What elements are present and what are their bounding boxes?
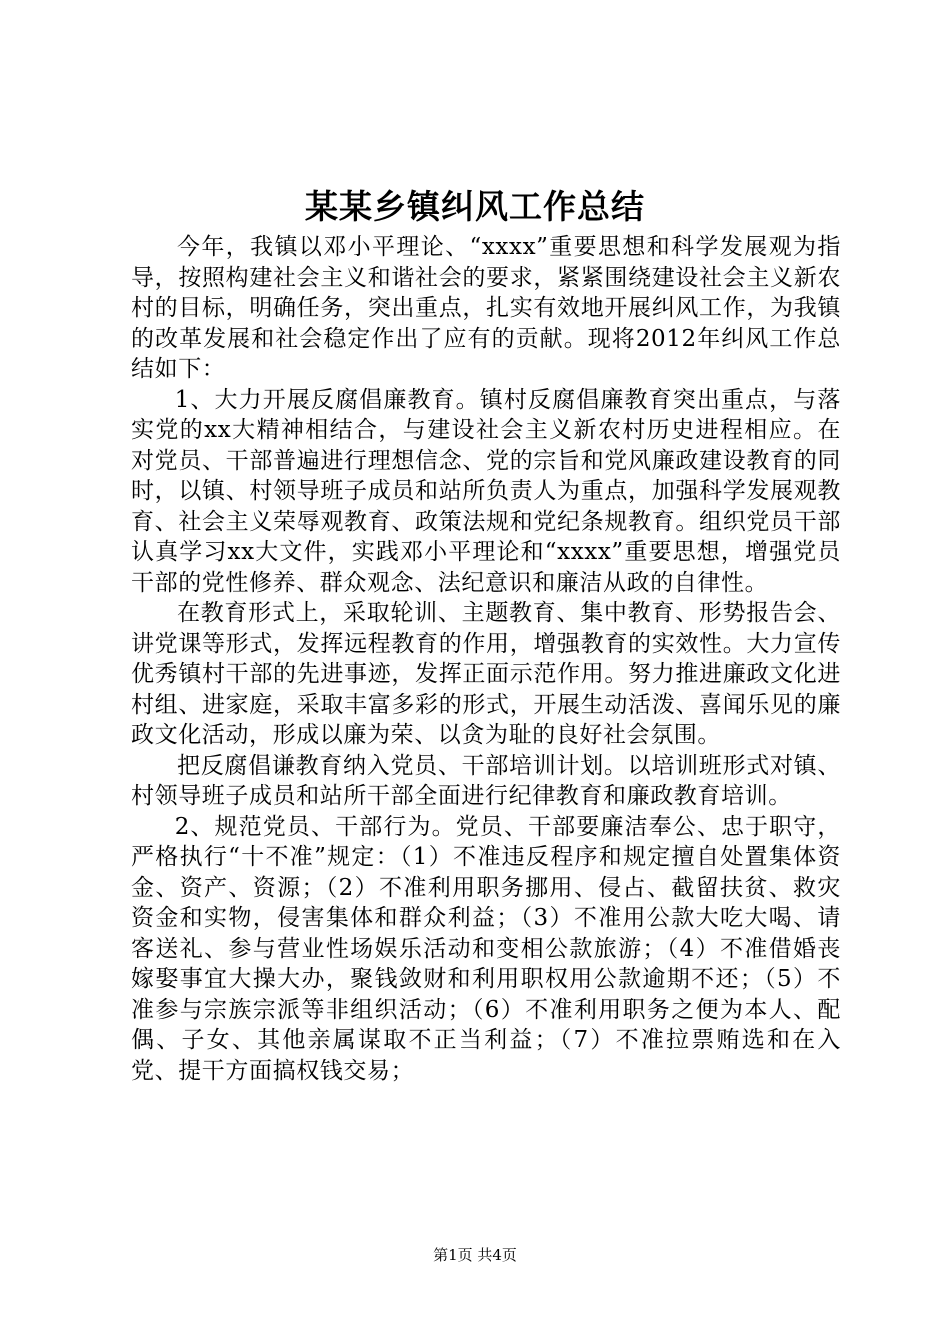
paragraph-education-forms: 在教育形式上，采取轮训、主题教育、集中教育、形势报告会、讲党课等形式，发挥远程教育的作用，增强教育的实效性。大力宣传优秀镇村干部的先进事迹，发挥正面示范作用。努力推进廉政文化进村组、进家庭，采取丰富多彩的形式，开展生动活泼、喜闻乐见的廉政文化活动，形成以廉为荣、以贪为耻的良好社会氛围。 [131, 600, 841, 748]
paragraph-section-1: 1、大力开展反腐倡廉教育。镇村反腐倡廉教育突出重点，与落实党的xx大精神相结合，与建设社会主义新农村历史进程相应。在对党员、干部普遍进行理想信念、党的宗旨和党风廉政建设教育的同时，以镇、村领导班子成员和站所负责人为重点，加强科学发展观教育、社会主义荣辱观教育、政策法规和党纪条规教育。组织党员干部认真学习xx大文件，实践邓小平理论和“xxxx”重要思想，增强党员干部的党性修养、群众观念、法纪意识和廉洁从政的自律性。 [131, 386, 841, 596]
paragraph-section-2: 2、规范党员、干部行为。党员、干部要廉洁奉公、忠于职守，严格执行“十不准”规定：（1）不准违反程序和规定擅自处置集体资金、资产、资源；（2）不准利用职务挪用、侵占、截留扶贫、救灾资金和实物，侵害集体和群众利益；（3）不准用公款大吃大喝、请客送礼、参与营业性场娱乐活动和变相公款旅游；（4）不准借婚丧嫁娶事宜大操大办，聚钱敛财和利用职权用公款逾期不还；（5）不准参与宗族宗派等非组织活动；（6）不准利用职务之便为本人、配偶、子女、其他亲属谋取不正当利益；（7）不准拉票贿选和在入党、提干方面搞权钱交易； [131, 813, 841, 1084]
document-title: 某某乡镇纠风工作总结 [305, 187, 645, 226]
paragraph-training-plan: 把反腐倡谦教育纳入党员、干部培训计划。以培训班形式对镇、村领导班子成员和站所干部全面进行纪律教育和廉政教育培训。 [131, 752, 841, 809]
page-number-footer: 第1页 共4页 [433, 1246, 517, 1264]
document-body [131, 232, 841, 1086]
paragraph-intro: 今年，我镇以邓小平理论、“xxxx”重要思想和科学发展观为指导，按照构建社会主义和谐社会的要求，紧紧围绕建设社会主义新农村的目标，明确任务，突出重点，扎实有效地开展纠风工作，为我镇的改革发展和社会稳定作出了应有的贡献。现将2012年纠风工作总结如下： [131, 234, 841, 382]
